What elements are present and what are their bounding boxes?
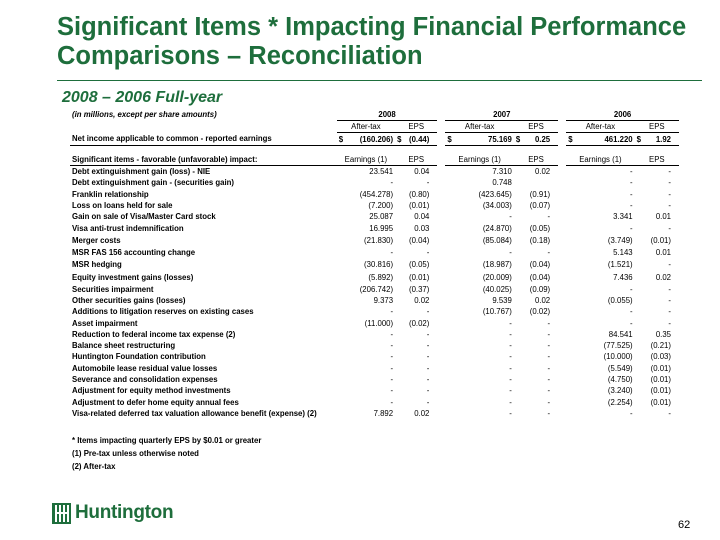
title-divider — [57, 80, 702, 81]
earnings-cell: - — [630, 408, 633, 418]
eps-cell: - — [426, 247, 430, 257]
eps-cell: 0.04 — [414, 212, 430, 222]
column-subheader-row — [70, 121, 679, 133]
net-income-value: $ 461.220 — [568, 134, 633, 144]
after-tax-header: After-tax — [445, 121, 513, 133]
table-row — [70, 385, 679, 396]
column-gap — [558, 396, 566, 407]
earnings-cell: (206.742) — [359, 284, 394, 294]
earnings-cell: 9.373 — [373, 295, 394, 305]
earnings-cell: - — [509, 352, 512, 362]
table-row — [70, 258, 679, 271]
column-gap — [437, 351, 445, 362]
spacer-row — [70, 146, 679, 154]
earnings-cell: 9.539 — [492, 295, 512, 305]
eps-cell: - — [547, 374, 551, 384]
earnings-cell: (85.084) — [482, 235, 512, 245]
earnings-cell: - — [630, 167, 633, 177]
eps-cell: (0.07) — [529, 201, 551, 211]
table-row — [70, 271, 679, 284]
column-gap — [558, 200, 566, 211]
eps-cell: - — [668, 318, 671, 328]
units-note: (in millions, except per share amounts) — [72, 110, 217, 120]
column-gap — [558, 271, 566, 284]
page-title: Significant Items * Impacting Financial Performance Comparisons – Reconciliation — [57, 13, 687, 70]
earnings-cell: (77.525) — [603, 341, 633, 351]
eps-cell: - — [547, 363, 551, 373]
column-gap — [437, 283, 445, 294]
eps-cell: - — [668, 259, 671, 269]
earnings-cell: (20.009) — [482, 272, 512, 282]
earnings-cell: 25.087 — [369, 212, 394, 222]
table-row — [70, 408, 679, 419]
earnings-cell: - — [390, 329, 394, 339]
earnings-cell: - — [390, 307, 394, 317]
earnings-cell: (423.645) — [478, 189, 512, 199]
table-row — [70, 166, 679, 178]
column-gap — [437, 189, 445, 200]
eps-cell — [514, 177, 558, 188]
earnings-cell: (21.830) — [364, 235, 394, 245]
column-gap — [558, 374, 566, 385]
eps-cell: 0.02 — [655, 272, 671, 282]
row-label: Franklin relationship — [72, 189, 149, 199]
eps-cell: - — [668, 201, 671, 211]
eps-cell: - — [547, 386, 551, 396]
table-row — [70, 247, 679, 258]
column-gap — [437, 306, 445, 317]
row-label: Adjustment to defer home equity annual fees — [72, 397, 239, 407]
eps-cell: - — [668, 295, 671, 305]
column-gap — [437, 166, 445, 178]
earnings-cell: - — [630, 307, 633, 317]
table-row — [70, 211, 679, 222]
eps-cell: 0.01 — [655, 212, 671, 222]
row-label: Gain on sale of Visa/Master Card stock — [72, 212, 216, 222]
table-row — [70, 351, 679, 362]
eps-cell: - — [547, 329, 551, 339]
eps-cell: (0.18) — [529, 235, 551, 245]
eps-cell: (0.04) — [529, 272, 551, 282]
eps-cell: - — [426, 363, 430, 373]
eps-cell: (0.02) — [409, 318, 430, 328]
huntington-symbol-icon — [52, 503, 71, 524]
row-label: Automobile lease residual value losses — [72, 363, 218, 373]
row-label: Additions to litigation reserves on existing cases — [72, 307, 254, 317]
column-gap — [437, 396, 445, 407]
eps-cell: (0.09) — [529, 284, 551, 294]
earnings-cell: (3.749) — [607, 235, 633, 245]
earnings-cell: - — [509, 329, 512, 339]
earnings-cell: (11.000) — [364, 318, 394, 328]
column-gap — [437, 317, 445, 328]
earnings-header: Earnings (1) — [566, 153, 634, 166]
row-label: Balance sheet restructuring — [72, 341, 176, 351]
earnings-cell: - — [390, 178, 394, 188]
earnings-cell: (5.892) — [368, 272, 394, 282]
earnings-cell: - — [390, 247, 394, 257]
table-row — [70, 222, 679, 233]
column-gap — [558, 222, 566, 233]
significant-items-header: Significant items - favorable (unfavorable) impact: — [70, 153, 337, 166]
earnings-cell: - — [390, 352, 394, 362]
column-gap — [437, 385, 445, 396]
row-label: Asset impairment — [72, 318, 138, 328]
eps-header: EPS — [395, 153, 437, 166]
earnings-cell: 16.995 — [369, 223, 394, 233]
eps-cell: - — [668, 307, 671, 317]
column-gap — [558, 329, 566, 340]
earnings-cell: - — [509, 341, 512, 351]
earnings-cell: (3.240) — [607, 386, 633, 396]
eps-cell: - — [547, 397, 551, 407]
earnings-cell: - — [390, 363, 394, 373]
net-income-value: $ 75.169 — [447, 134, 512, 144]
column-gap — [437, 234, 445, 247]
row-label: Reduction to federal income tax expense (2) — [72, 329, 236, 339]
eps-cell: - — [547, 212, 551, 222]
earnings-cell: - — [509, 386, 512, 396]
table-row — [70, 200, 679, 211]
column-gap — [437, 408, 445, 419]
row-label: Adjustment for equity method investments — [72, 386, 231, 396]
footnote: (2) After-tax — [72, 462, 116, 471]
column-gap — [558, 340, 566, 351]
column-gap — [437, 374, 445, 385]
eps-header: EPS — [635, 153, 679, 166]
row-label: Other securities gains (losses) — [72, 295, 186, 305]
table-row — [70, 306, 679, 317]
eps-cell: - — [668, 223, 671, 233]
earnings-cell: (40.025) — [482, 284, 512, 294]
earnings-cell: 7.310 — [492, 167, 512, 177]
column-gap — [558, 258, 566, 271]
column-gap — [437, 211, 445, 222]
earnings-cell: - — [509, 212, 512, 222]
eps-cell: - — [426, 386, 430, 396]
earnings-cell: (34.003) — [482, 201, 512, 211]
eps-cell: 0.03 — [414, 223, 430, 233]
column-gap — [558, 234, 566, 247]
column-gap — [437, 247, 445, 258]
earnings-cell: - — [509, 408, 512, 418]
table-row — [70, 374, 679, 385]
column-gap — [437, 200, 445, 211]
eps-cell: - — [547, 318, 551, 328]
earnings-cell: (1.521) — [607, 259, 633, 269]
column-gap — [558, 189, 566, 200]
eps-cell: 0.02 — [534, 167, 551, 177]
table-row — [70, 189, 679, 200]
column-gap — [437, 295, 445, 306]
eps-cell: 0.02 — [414, 408, 430, 418]
eps-cell: (0.91) — [529, 189, 551, 199]
column-gap — [558, 351, 566, 362]
earnings-cell: (30.816) — [364, 259, 394, 269]
eps-cell: 0.02 — [414, 295, 430, 305]
eps-cell: - — [668, 408, 671, 418]
earnings-cell: 84.541 — [608, 329, 633, 339]
eps-cell: (0.05) — [409, 259, 430, 269]
year-2007-header: 2007 — [445, 109, 558, 121]
earnings-cell: - — [630, 318, 633, 328]
eps-cell: (0.04) — [409, 235, 430, 245]
earnings-cell: - — [509, 247, 512, 257]
column-gap — [558, 166, 566, 178]
table-row — [70, 295, 679, 306]
eps-cell: - — [426, 329, 430, 339]
row-label: Debt extinguishment gain - (securities gain) — [72, 178, 235, 188]
table-row — [70, 177, 679, 188]
eps-header: EPS — [514, 121, 558, 133]
earnings-header: Earnings (1) — [337, 153, 395, 166]
net-income-eps: $ (0.44) — [395, 133, 437, 146]
earnings-cell: (24.870) — [482, 223, 512, 233]
table-row — [70, 283, 679, 294]
after-tax-header: After-tax — [337, 121, 395, 133]
row-label: Securities impairment — [72, 284, 154, 294]
column-gap — [437, 363, 445, 374]
row-label: Merger costs — [72, 235, 121, 245]
column-gap — [558, 283, 566, 294]
footnote: (1) Pre-tax unless otherwise noted — [72, 449, 199, 458]
eps-cell: - — [426, 397, 430, 407]
eps-cell: - — [668, 167, 671, 177]
row-label: Loss on loans held for sale — [72, 201, 173, 211]
row-label: Visa-related deferred tax valuation allowance benefit (expense) (2) — [72, 408, 317, 418]
earnings-cell: - — [630, 189, 633, 199]
eps-cell: - — [668, 189, 671, 199]
earnings-cell: (5.549) — [607, 363, 633, 373]
significant-items-header-row — [70, 153, 679, 166]
eps-cell: - — [426, 352, 430, 362]
column-gap — [437, 340, 445, 351]
eps-cell: (0.80) — [409, 189, 430, 199]
net-income-label: Net income applicable to common - reported earnings — [70, 133, 337, 146]
footnote: * Items impacting quarterly EPS by $0.01 or greater — [72, 436, 262, 445]
earnings-cell: (2.254) — [607, 397, 633, 407]
eps-cell: (0.01) — [409, 272, 430, 282]
earnings-cell: (0.055) — [607, 295, 633, 305]
reconciliation-table — [70, 109, 679, 419]
eps-cell: (0.21) — [650, 341, 671, 351]
earnings-cell: - — [509, 318, 512, 328]
column-gap — [558, 211, 566, 222]
earnings-cell: - — [390, 341, 394, 351]
eps-cell: (0.05) — [529, 223, 551, 233]
column-gap — [437, 258, 445, 271]
eps-cell: - — [547, 408, 551, 418]
eps-cell: - — [426, 307, 430, 317]
eps-cell: 0.35 — [655, 329, 671, 339]
table-row — [70, 234, 679, 247]
table-row — [70, 363, 679, 374]
earnings-cell: - — [630, 284, 633, 294]
row-label: Debt extinguishment gain (loss) - NIE — [72, 167, 211, 177]
earnings-cell: - — [509, 363, 512, 373]
column-gap — [558, 177, 566, 188]
eps-cell: - — [547, 247, 551, 257]
eps-header: EPS — [635, 121, 679, 133]
earnings-cell: 7.436 — [613, 272, 633, 282]
earnings-cell: - — [509, 397, 512, 407]
table-row — [70, 317, 679, 328]
eps-cell: (0.03) — [650, 352, 671, 362]
footnotes — [72, 436, 261, 475]
earnings-cell: (7.200) — [368, 201, 394, 211]
row-label: Severance and consolidation expenses — [72, 374, 218, 384]
eps-cell: (0.01) — [650, 374, 671, 384]
earnings-header: Earnings (1) — [445, 153, 513, 166]
earnings-cell: - — [509, 374, 512, 384]
eps-cell: 0.04 — [414, 167, 430, 177]
table-row — [70, 396, 679, 407]
column-gap — [558, 408, 566, 419]
net-income-eps: $ 0.25 — [514, 133, 558, 146]
earnings-cell: - — [390, 374, 394, 384]
column-gap — [437, 329, 445, 340]
earnings-cell: (4.750) — [607, 374, 633, 384]
earnings-cell: (454.278) — [359, 189, 394, 199]
page-number: 62 — [678, 519, 691, 531]
column-gap — [437, 222, 445, 233]
row-label: Visa anti-trust indemnification — [72, 223, 184, 233]
eps-cell: (0.37) — [409, 284, 430, 294]
earnings-cell: - — [630, 201, 633, 211]
eps-cell: (0.02) — [529, 307, 551, 317]
earnings-cell: - — [630, 223, 633, 233]
logo-text: Huntington — [75, 502, 174, 523]
eps-cell: (0.01) — [650, 235, 671, 245]
net-income-eps: $ 1.92 — [635, 133, 679, 146]
column-gap — [558, 295, 566, 306]
column-gap — [437, 177, 445, 188]
earnings-cell: - — [630, 178, 633, 188]
earnings-cell: 7.892 — [373, 408, 394, 418]
eps-cell: - — [426, 178, 430, 188]
column-gap — [558, 306, 566, 317]
eps-header: EPS — [395, 121, 437, 133]
eps-cell: - — [668, 178, 671, 188]
earnings-cell: 0.748 — [492, 178, 512, 188]
net-income-value: $ (160.206) — [338, 134, 394, 144]
eps-cell: (0.01) — [650, 363, 671, 373]
column-gap — [558, 247, 566, 258]
column-gap — [558, 385, 566, 396]
eps-cell: - — [547, 352, 551, 362]
eps-header: EPS — [514, 153, 558, 166]
earnings-cell: (18.987) — [482, 259, 512, 269]
eps-cell: - — [668, 284, 671, 294]
column-gap — [558, 363, 566, 374]
eps-cell: (0.01) — [650, 386, 671, 396]
eps-cell: (0.01) — [409, 201, 430, 211]
eps-cell: - — [547, 341, 551, 351]
row-label: Huntington Foundation contribution — [72, 352, 206, 362]
row-label: Equity investment gains (losses) — [72, 272, 194, 282]
earnings-cell: - — [390, 386, 394, 396]
column-gap — [558, 317, 566, 328]
table-row — [70, 340, 679, 351]
table-row — [70, 329, 679, 340]
eps-cell: (0.01) — [650, 397, 671, 407]
eps-cell: - — [426, 374, 430, 384]
earnings-cell: 23.541 — [369, 167, 394, 177]
earnings-cell: (10.000) — [603, 352, 633, 362]
eps-cell: - — [426, 341, 430, 351]
column-gap — [437, 271, 445, 284]
year-header-row — [70, 109, 679, 121]
earnings-cell: - — [390, 397, 394, 407]
year-2008-header: 2008 — [337, 109, 438, 121]
after-tax-header: After-tax — [566, 121, 634, 133]
section-subtitle: 2008 – 2006 Full-year — [62, 89, 223, 106]
year-2006-header: 2006 — [566, 109, 679, 121]
eps-cell: (0.04) — [529, 259, 551, 269]
row-label: MSR hedging — [72, 259, 122, 269]
row-label: MSR FAS 156 accounting change — [72, 247, 196, 257]
eps-cell: 0.02 — [534, 295, 551, 305]
net-income-row — [70, 133, 679, 146]
earnings-cell: 3.341 — [613, 212, 633, 222]
earnings-cell: 5.143 — [613, 247, 633, 257]
earnings-cell: (10.767) — [482, 307, 512, 317]
eps-cell: 0.01 — [655, 247, 671, 257]
huntington-logo — [52, 502, 173, 524]
